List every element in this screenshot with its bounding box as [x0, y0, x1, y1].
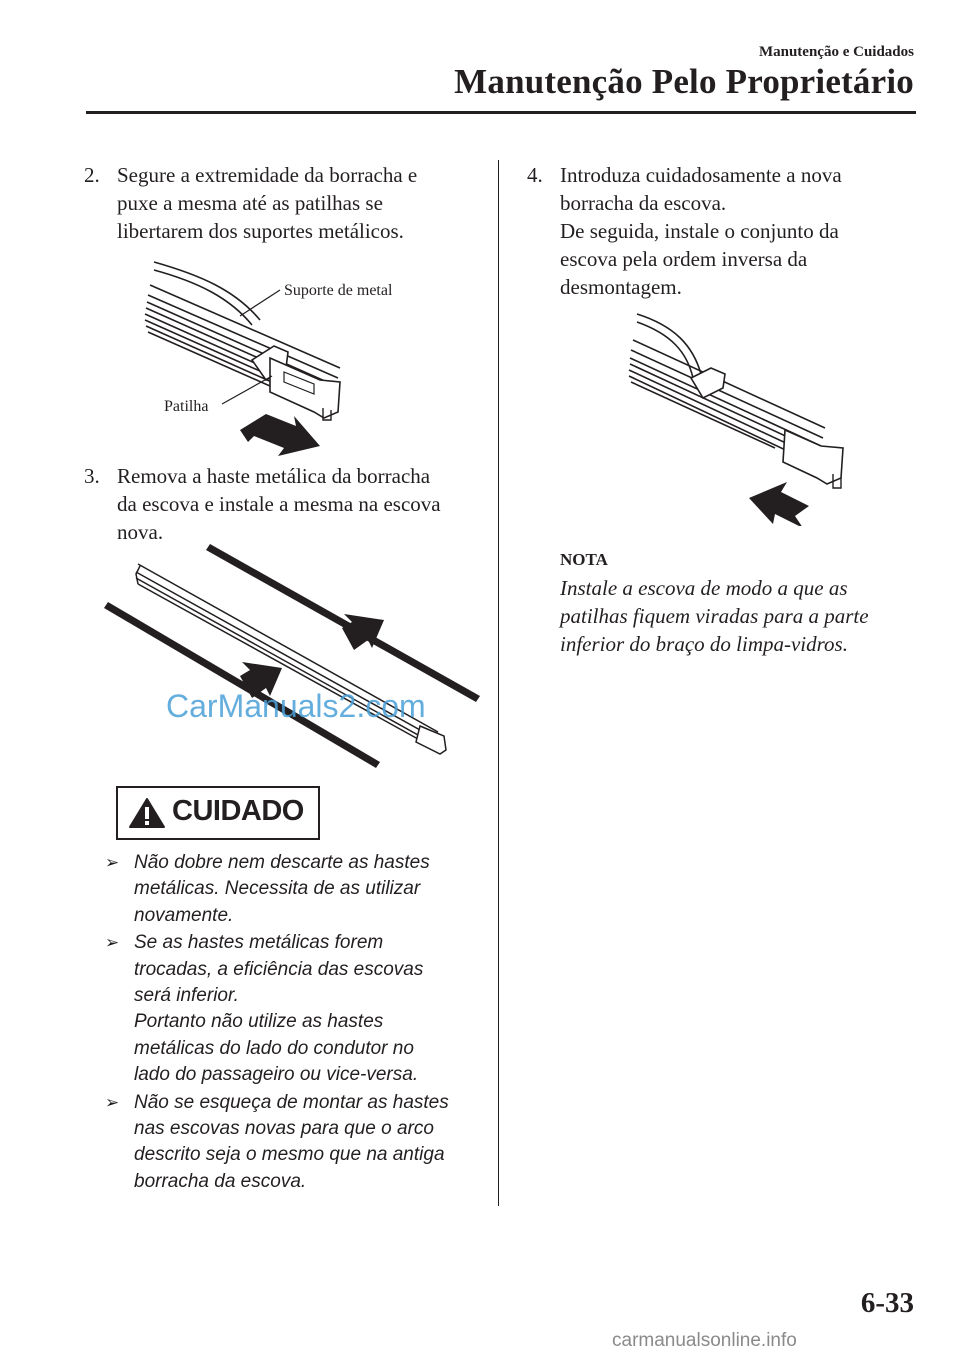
section-title: Manutenção Pelo Proprietário	[454, 62, 914, 101]
caution-line: borracha da escova.	[134, 1170, 307, 1192]
caution-line: Não dobre nem descarte as hastes	[134, 852, 430, 873]
caution-list	[105, 850, 485, 1196]
step-number: 2.	[84, 163, 100, 187]
step-line: da escova e instale a mesma na escova	[117, 492, 441, 516]
step-line: De seguida, instale o conjunto da	[560, 219, 839, 243]
caution-line: descrito seja o mesmo que na antiga	[134, 1144, 445, 1166]
caution-line: Não se esqueça de montar as hastes	[134, 1091, 449, 1113]
step-line: Segure a extremidade da borracha e	[117, 163, 418, 187]
note-line: Instale a escova de modo a que as	[560, 576, 848, 600]
step-3	[84, 462, 484, 546]
step-line: Remova a haste metálica da borracha	[117, 464, 431, 488]
caution-line: será inferior.	[134, 985, 239, 1007]
caution-line: metálicas. Necessita de as utilizar	[134, 878, 421, 900]
caution-line: lado do passageiro ou vice-versa.	[134, 1064, 419, 1086]
step-line: puxe a mesma até as patilhas se	[117, 191, 383, 215]
caution-line: Se as hastes metálicas forem	[134, 932, 384, 954]
step-line: Introduza cuidadosamente a nova	[560, 163, 842, 187]
chapter-title: Manutenção e Cuidados	[758, 44, 914, 60]
footer-site: carmanualsonline.info	[612, 1330, 797, 1351]
caution-title: CUIDADO	[172, 795, 304, 827]
step-2	[84, 161, 484, 245]
warning-icon	[128, 797, 166, 829]
figure-insert-rubber	[625, 306, 865, 526]
arrow-bullet-icon: ➢	[105, 853, 120, 872]
note-block	[560, 546, 920, 658]
label-metal-support: Suporte de metal	[284, 282, 393, 299]
page-number: 6-33	[860, 1287, 914, 1319]
note-line: inferior do braço do limpa-vidros.	[560, 632, 848, 656]
caution-line: metálicas do lado do condutor no	[134, 1037, 414, 1059]
arrow-bullet-icon: ➢	[105, 933, 120, 953]
figure-metal-rods	[100, 540, 485, 775]
step-line: desmontagem.	[560, 275, 682, 299]
caution-line: Portanto não utilize as hastes	[134, 1011, 384, 1033]
header-rule	[86, 111, 916, 114]
step-number: 3.	[84, 464, 100, 488]
label-tab: Patilha	[164, 398, 209, 415]
caution-line: nas escovas novas para que o arco	[134, 1118, 434, 1140]
note-heading: NOTA	[560, 550, 608, 569]
step-line: escova pela ordem inversa da	[560, 247, 808, 271]
column-divider	[498, 160, 499, 1206]
note-line: patilhas fiquem viradas para a parte	[560, 604, 869, 628]
caution-line: trocadas, a eficiência das escovas	[134, 958, 424, 980]
caution-box	[116, 786, 320, 840]
step-number: 4.	[527, 163, 543, 187]
step-line: nova.	[117, 520, 164, 544]
watermark: CarManuals2.com	[166, 688, 426, 724]
caution-item	[105, 1090, 485, 1196]
step-line: libertarem dos suportes metálicos.	[117, 219, 404, 243]
step-4	[527, 161, 927, 301]
caution-item	[105, 850, 485, 929]
caution-line: novamente.	[134, 904, 234, 926]
caution-item	[105, 930, 485, 1088]
step-line: borracha da escova.	[560, 191, 727, 215]
arrow-bullet-icon: ➢	[105, 1092, 120, 1112]
